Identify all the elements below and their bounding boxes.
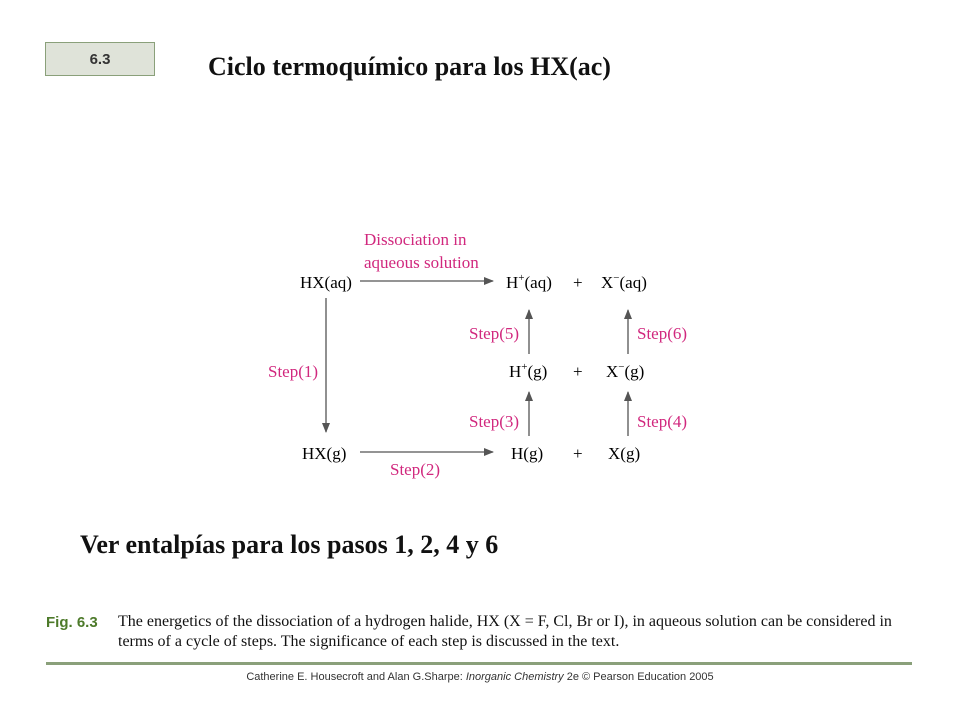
caption-text: The energetics of the dissociation of a hydrogen halide, HX (X = F, Cl, Br or I), in aqueous solution can be considered in terms of a cycle of steps. The significance of each step is discussed in the text. [118, 613, 892, 650]
footer-credit [0, 671, 960, 683]
label-step5: Step(5) [469, 324, 520, 343]
label-dissociation-line1: Dissociation in [364, 230, 467, 249]
label-step4: Step(4) [637, 412, 688, 431]
species-x-atom-g: X(g) [608, 444, 641, 463]
species-h-atom-g: H(g) [511, 444, 544, 463]
label-step3: Step(3) [469, 412, 520, 431]
species-x-minus-g: X−(g) [606, 361, 645, 381]
slide-subtitle: Ver entalpías para los pasos 1, 2, 4 y 6 [80, 530, 499, 559]
section-badge: 6.3 [45, 42, 155, 76]
label-step2: Step(2) [390, 460, 441, 479]
footer-edition: 2e © Pearson Education 2005 [563, 671, 714, 683]
species-hx-g: HX(g) [302, 444, 347, 463]
plus-sign-top: + [573, 273, 583, 292]
footer-authors: Catherine E. Housecroft and Alan G.Sharpe: [246, 671, 466, 683]
species-h-plus-g: H+(g) [509, 361, 548, 381]
slide-title: Ciclo termoquímico para los HX(ac) [208, 52, 611, 81]
species-hx-aq: HX(aq) [300, 273, 352, 292]
label-step6: Step(6) [637, 324, 688, 343]
footer-book-title: Inorganic Chemistry [465, 671, 564, 683]
figure-caption [46, 612, 906, 652]
figure-label: Fig. 6.3 [46, 614, 98, 631]
plus-sign-bottom: + [573, 444, 583, 463]
label-dissociation-line2: aqueous solution [364, 253, 479, 272]
species-x-minus-aq: X−(aq) [601, 272, 647, 292]
label-step1: Step(1) [268, 362, 319, 381]
species-h-plus-aq: H+(aq) [506, 272, 552, 292]
footer-divider [46, 662, 912, 665]
plus-sign-middle: + [573, 362, 583, 381]
